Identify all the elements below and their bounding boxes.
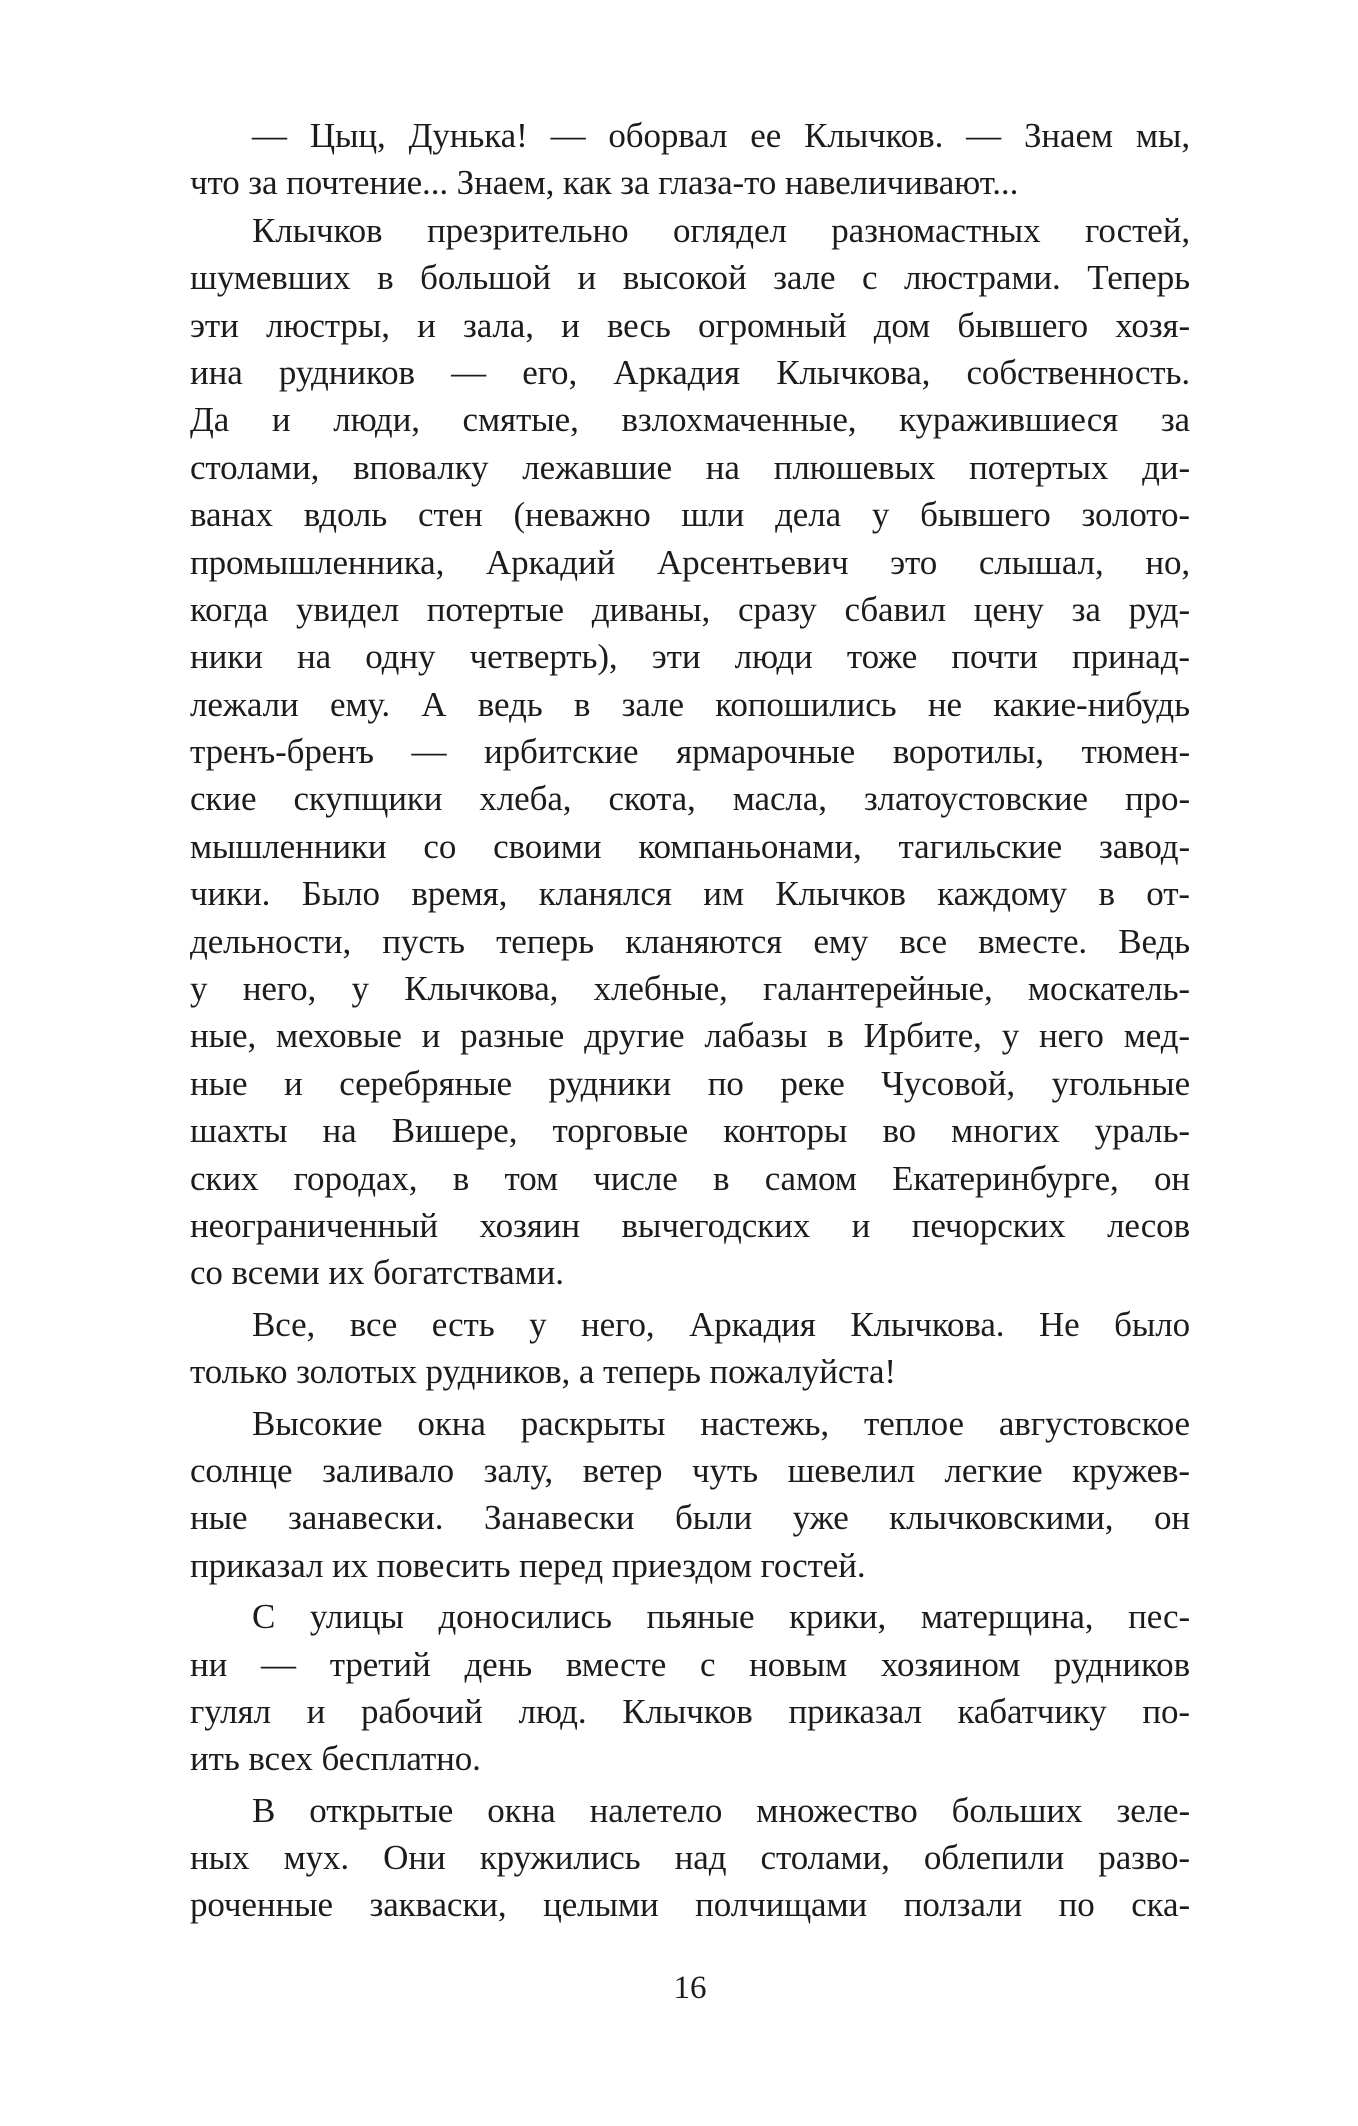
text-line: неограниченный хозяин вычегодских и печорских лесов bbox=[190, 1205, 1190, 1245]
text-line: ские скупщики хлеба, скота, масла, златоустовские про- bbox=[190, 779, 1190, 819]
paragraph-3 bbox=[190, 1301, 1190, 1396]
text-line: шумевших в большой и высокой зале с люстрами. Теперь bbox=[190, 258, 1190, 298]
text-line: Клычков презрительно оглядел разномастных гостей, bbox=[252, 210, 1190, 250]
text-line: столами, вповалку лежавшие на плюшевых потертых ди- bbox=[190, 447, 1190, 487]
text-line: — Цыц, Дунька! — оборвал ее Клычков. — Знаем мы, bbox=[252, 116, 1190, 155]
text-line: ина рудников — его, Аркадия Клычкова, собственность. bbox=[190, 352, 1190, 392]
text-line: что за почтение... Знаем, как за глаза-то навеличивают... bbox=[190, 163, 1019, 203]
text-line: когда увидел потертые диваны, сразу сбавил цену за руд- bbox=[190, 589, 1190, 629]
text-line: шахты на Вишере, торговые конторы во многих ураль- bbox=[190, 1111, 1190, 1151]
text-line: ные и серебряные рудники по реке Чусовой, угольные bbox=[190, 1063, 1190, 1103]
paragraph-6 bbox=[190, 1787, 1190, 1929]
text-line: приказал их повесить перед приездом гостей. bbox=[190, 1545, 866, 1585]
text-line: солнце заливало залу, ветер чуть шевелил легкие кружев- bbox=[190, 1450, 1190, 1490]
text-line: ить всех бесплатно. bbox=[190, 1739, 481, 1779]
text-line: тренъ-бренъ — ирбитские ярмарочные воротилы, тюмен- bbox=[190, 732, 1190, 772]
text-line: ники на одну четверть), эти люди тоже почти принад- bbox=[190, 637, 1190, 677]
text-line: Высокие окна раскрыты настежь, теплое августовское bbox=[252, 1403, 1190, 1443]
page-number: 16 bbox=[673, 1970, 707, 2006]
text-line: Да и люди, смятые, взлохмаченные, куражившиеся за bbox=[190, 400, 1190, 440]
text-line: дельности, пусть теперь кланяются ему все вместе. Ведь bbox=[190, 921, 1190, 961]
text-line: промышленника, Аркадий Арсентьевич это слышал, но, bbox=[190, 542, 1190, 582]
text-line: чики. Было время, кланялся им Клычков каждому в от- bbox=[190, 874, 1190, 914]
text-line: ни — третий день вместе с новым хозяином рудников bbox=[190, 1644, 1190, 1684]
paragraph-2 bbox=[190, 207, 1190, 1297]
book-page bbox=[190, 112, 1190, 2092]
text-line: Все, все есть у него, Аркадия Клычкова. Не было bbox=[252, 1304, 1190, 1344]
text-line: В открытые окна налетело множество больших зеле- bbox=[252, 1790, 1190, 1830]
paragraph-5 bbox=[190, 1593, 1190, 1783]
text-line: С улицы доносились пьяные крики, матерщина, пес- bbox=[252, 1597, 1190, 1637]
text-line: эти люстры, и зала, и весь огромный дом бывшего хозя- bbox=[190, 305, 1190, 345]
text-line: ные занавески. Занавески были уже клычковскими, он bbox=[190, 1498, 1190, 1538]
body-text bbox=[190, 112, 1190, 1929]
text-line: только золотых рудников, а теперь пожалуйста! bbox=[190, 1352, 896, 1392]
text-line: мышленники со своими компаньонами, тагильские завод- bbox=[190, 826, 1190, 866]
text-line: со всеми их богатствами. bbox=[190, 1253, 564, 1293]
text-line: гулял и рабочий люд. Клычков приказал кабатчику по- bbox=[190, 1691, 1190, 1731]
text-line: ные, меховые и разные другие лабазы в Ирбите, у него мед- bbox=[190, 1016, 1190, 1056]
text-line: у него, у Клычкова, хлебные, галантерейные, москатель- bbox=[190, 969, 1190, 1009]
paragraph-1 bbox=[190, 112, 1190, 207]
text-line: ных мух. Они кружились над столами, облепили разво- bbox=[190, 1838, 1190, 1878]
text-line: ванах вдоль стен (неважно шли дела у бывшего золото- bbox=[190, 495, 1190, 535]
text-line: роченные закваски, целыми полчищами ползали по ска- bbox=[190, 1885, 1190, 1925]
paragraph-4 bbox=[190, 1400, 1190, 1590]
text-line: лежали ему. А ведь в зале копошились не какие-нибудь bbox=[190, 684, 1190, 724]
text-line: ских городах, в том числе в самом Екатеринбурге, он bbox=[190, 1158, 1190, 1198]
